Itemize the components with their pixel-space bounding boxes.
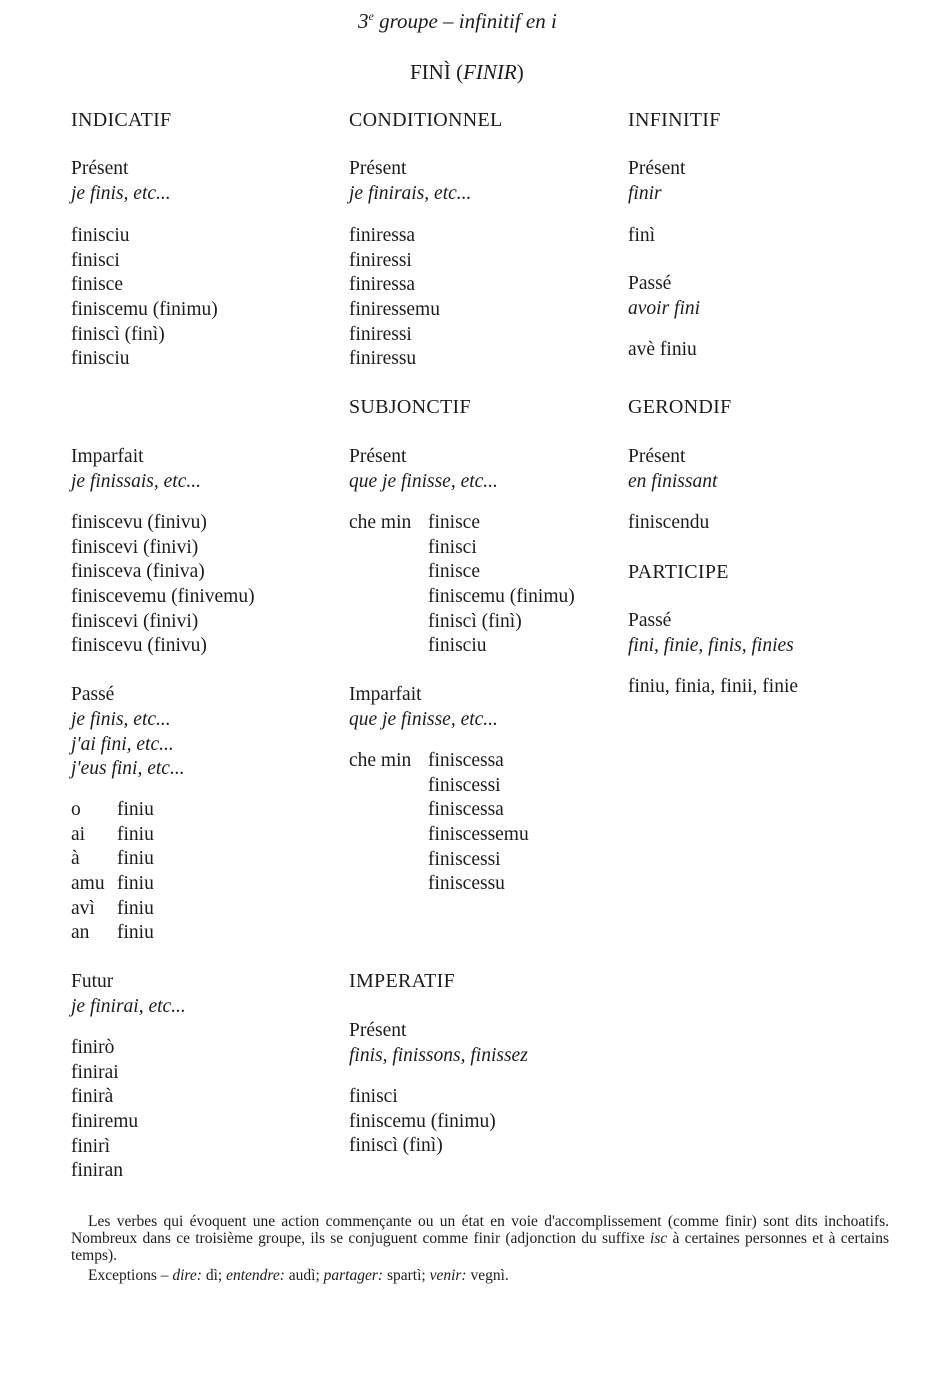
form: finiscessemu: [428, 824, 529, 846]
form: finiressa: [349, 225, 416, 246]
form: finiscessa: [428, 750, 504, 771]
indicatif-passe-aux: [71, 798, 105, 946]
form: finisci: [71, 249, 120, 271]
verb-french: FINIR: [463, 60, 517, 84]
form: finiscevemu (finivemu): [71, 586, 255, 608]
subjonctif-imparfait-label: Imparfait: [349, 684, 422, 705]
infinitif-present-form: finì: [628, 225, 656, 246]
form: finisce: [428, 512, 480, 533]
verb-corsican: FINÌ (: [410, 60, 464, 84]
participle: finiu: [117, 848, 154, 870]
footnote-suffix: isc: [650, 1230, 668, 1247]
footnote-paragraph: [71, 1213, 889, 1264]
footnote-exceptions: [71, 1267, 889, 1284]
indicatif-imparfait-forms: [71, 511, 255, 659]
indicatif-passe-label: Passé: [71, 684, 115, 705]
conditionnel-present-fr: je finirais, etc...: [349, 183, 472, 204]
form: finisci: [349, 1086, 398, 1107]
form: finiressi: [349, 249, 412, 271]
aux: an: [71, 922, 90, 944]
aux: o: [71, 799, 81, 820]
fr-line: je finis, etc...: [71, 709, 171, 730]
form: finiscessi: [428, 848, 501, 870]
exception-fr: entendre:: [226, 1267, 285, 1284]
conditionnel-present-label: Présent: [349, 158, 407, 179]
participle: finiu: [117, 823, 154, 845]
gerondif-present-form: finiscendu: [628, 512, 710, 533]
infinitif-present-fr: finir: [628, 183, 662, 204]
form: finirà: [71, 1086, 114, 1108]
exception-co: vegnì.: [466, 1267, 509, 1284]
indicatif-imparfait-label: Imparfait: [71, 446, 144, 467]
form: finiremu: [71, 1111, 139, 1133]
participe-passe-fr: fini, finie, finis, finies: [628, 635, 794, 656]
form: finiscì (finì): [428, 610, 522, 632]
fr-line: j'ai fini, etc...: [71, 733, 174, 755]
subjonctif-present-label: Présent: [349, 446, 407, 467]
heading-indicatif: INDICATIF: [71, 109, 172, 131]
form: finiscì (finì): [71, 323, 165, 345]
participe-passe-label: Passé: [628, 610, 672, 631]
gerondif-present-fr: en finissant: [628, 471, 718, 492]
participle: finiu: [117, 897, 154, 919]
form: finiscemu (finimu): [428, 586, 575, 608]
footnote-text-b: à certaines personnes et à certains temps).: [71, 1230, 889, 1264]
infinitif-present-label: Présent: [628, 158, 686, 179]
participle: finiu: [117, 922, 154, 944]
indicatif-futur-label: Futur: [71, 971, 114, 992]
form: finiscemu (finimu): [349, 1110, 496, 1132]
form: finiscevu (finivu): [71, 635, 207, 657]
form: finiran: [71, 1160, 123, 1182]
infinitif-passe-form: avè finiu: [628, 339, 697, 360]
form: finisciu: [71, 225, 130, 246]
form: finisciu: [71, 348, 130, 370]
form: finiscessi: [428, 774, 501, 796]
form: finiscessa: [428, 799, 504, 821]
form: finiressa: [349, 274, 416, 296]
infinitif-passe-label: Passé: [628, 273, 672, 294]
heading-subjonctif: SUBJONCTIF: [349, 396, 471, 418]
conditionnel-present-forms: [349, 224, 440, 372]
aux: avì: [71, 897, 95, 919]
form: finiressu: [349, 348, 417, 370]
form: finiscevi (finivi): [71, 610, 199, 632]
subjonctif-imparfait-fr: que je finisse, etc...: [349, 709, 498, 730]
form: finirì: [71, 1135, 110, 1157]
heading-imperatif: IMPERATIF: [349, 970, 456, 992]
gerondif-present-label: Présent: [628, 446, 686, 467]
form: finirò: [71, 1037, 115, 1058]
form: finiressi: [349, 323, 412, 345]
subjonctif-present-prefix: che min: [349, 512, 412, 533]
verb-close-paren: ): [516, 60, 524, 84]
heading-gerondif: GERONDIF: [628, 396, 732, 418]
indicatif-present-label: Présent: [71, 158, 129, 179]
aux: à: [71, 848, 80, 870]
verb-title: [410, 60, 524, 85]
form: finiscì (finì): [349, 1135, 443, 1157]
indicatif-imparfait-fr: je finissais, etc...: [71, 471, 201, 492]
subjonctif-imparfait-forms: [428, 749, 529, 897]
exception-fr: dire:: [172, 1267, 202, 1284]
form: finiscevu (finivu): [71, 512, 207, 533]
indicatif-present-fr: je finis, etc...: [71, 183, 171, 204]
exception-co: spartì;: [383, 1267, 430, 1284]
subjonctif-present-fr: que je finisse, etc...: [349, 471, 498, 492]
form: finirai: [71, 1061, 119, 1083]
participle: finiu: [117, 799, 154, 820]
fr-line: j'eus fini, etc...: [71, 758, 185, 780]
form: finiscevi (finivi): [71, 536, 199, 558]
aux: amu: [71, 873, 105, 895]
exception-co: dì;: [201, 1267, 227, 1284]
imperatif-present-label: Présent: [349, 1020, 407, 1041]
footnote: [71, 1213, 889, 1284]
heading-infinitif: INFINITIF: [628, 109, 721, 131]
indicatif-futur-fr: je finirai, etc...: [71, 996, 186, 1017]
indicatif-futur-forms: [71, 1036, 138, 1184]
exception-co: audì;: [284, 1267, 324, 1284]
form: finisce: [71, 274, 123, 296]
participe-passe-form: finiu, finia, finii, finie: [628, 676, 799, 697]
form: finisceva (finiva): [71, 561, 205, 583]
form: finisciu: [428, 635, 487, 657]
infinitif-passe-fr: avoir fini: [628, 298, 701, 319]
imperatif-present-fr: finis, finissons, finissez: [349, 1045, 528, 1066]
form: finiscessu: [428, 873, 505, 895]
group-number-sup: e: [368, 9, 374, 23]
imperatif-present-forms: [349, 1085, 496, 1159]
form: finiscemu (finimu): [71, 299, 218, 321]
group-title-text: groupe – infinitif en i: [373, 9, 557, 33]
exception-fr: venir:: [429, 1267, 467, 1284]
exception-fr: partager:: [323, 1267, 384, 1284]
form: finisce: [428, 561, 480, 583]
participle: finiu: [117, 873, 154, 895]
indicatif-passe-participles: [117, 798, 154, 946]
heading-participe: PARTICIPE: [628, 561, 729, 583]
indicatif-present-forms: [71, 224, 218, 372]
subjonctif-imparfait-prefix: che min: [349, 750, 412, 771]
aux: ai: [71, 823, 86, 845]
exceptions-label: Exceptions –: [88, 1267, 173, 1284]
form: finisci: [428, 536, 477, 558]
indicatif-passe-fr: [71, 708, 185, 782]
footnote-text-a: Les verbes qui évoquent une action commençante ou un état en voie d'accomplissement (comme finir) sont dits inchoatifs. Nombreux dans ce troisième groupe, ils se conjuguent comme finir (adjonction du suffixe: [71, 1213, 889, 1247]
subjonctif-present-forms: [428, 511, 575, 659]
group-title: [358, 9, 557, 34]
form: finiressemu: [349, 299, 440, 321]
group-number: 3: [358, 9, 369, 33]
heading-conditionnel: CONDITIONNEL: [349, 109, 503, 131]
